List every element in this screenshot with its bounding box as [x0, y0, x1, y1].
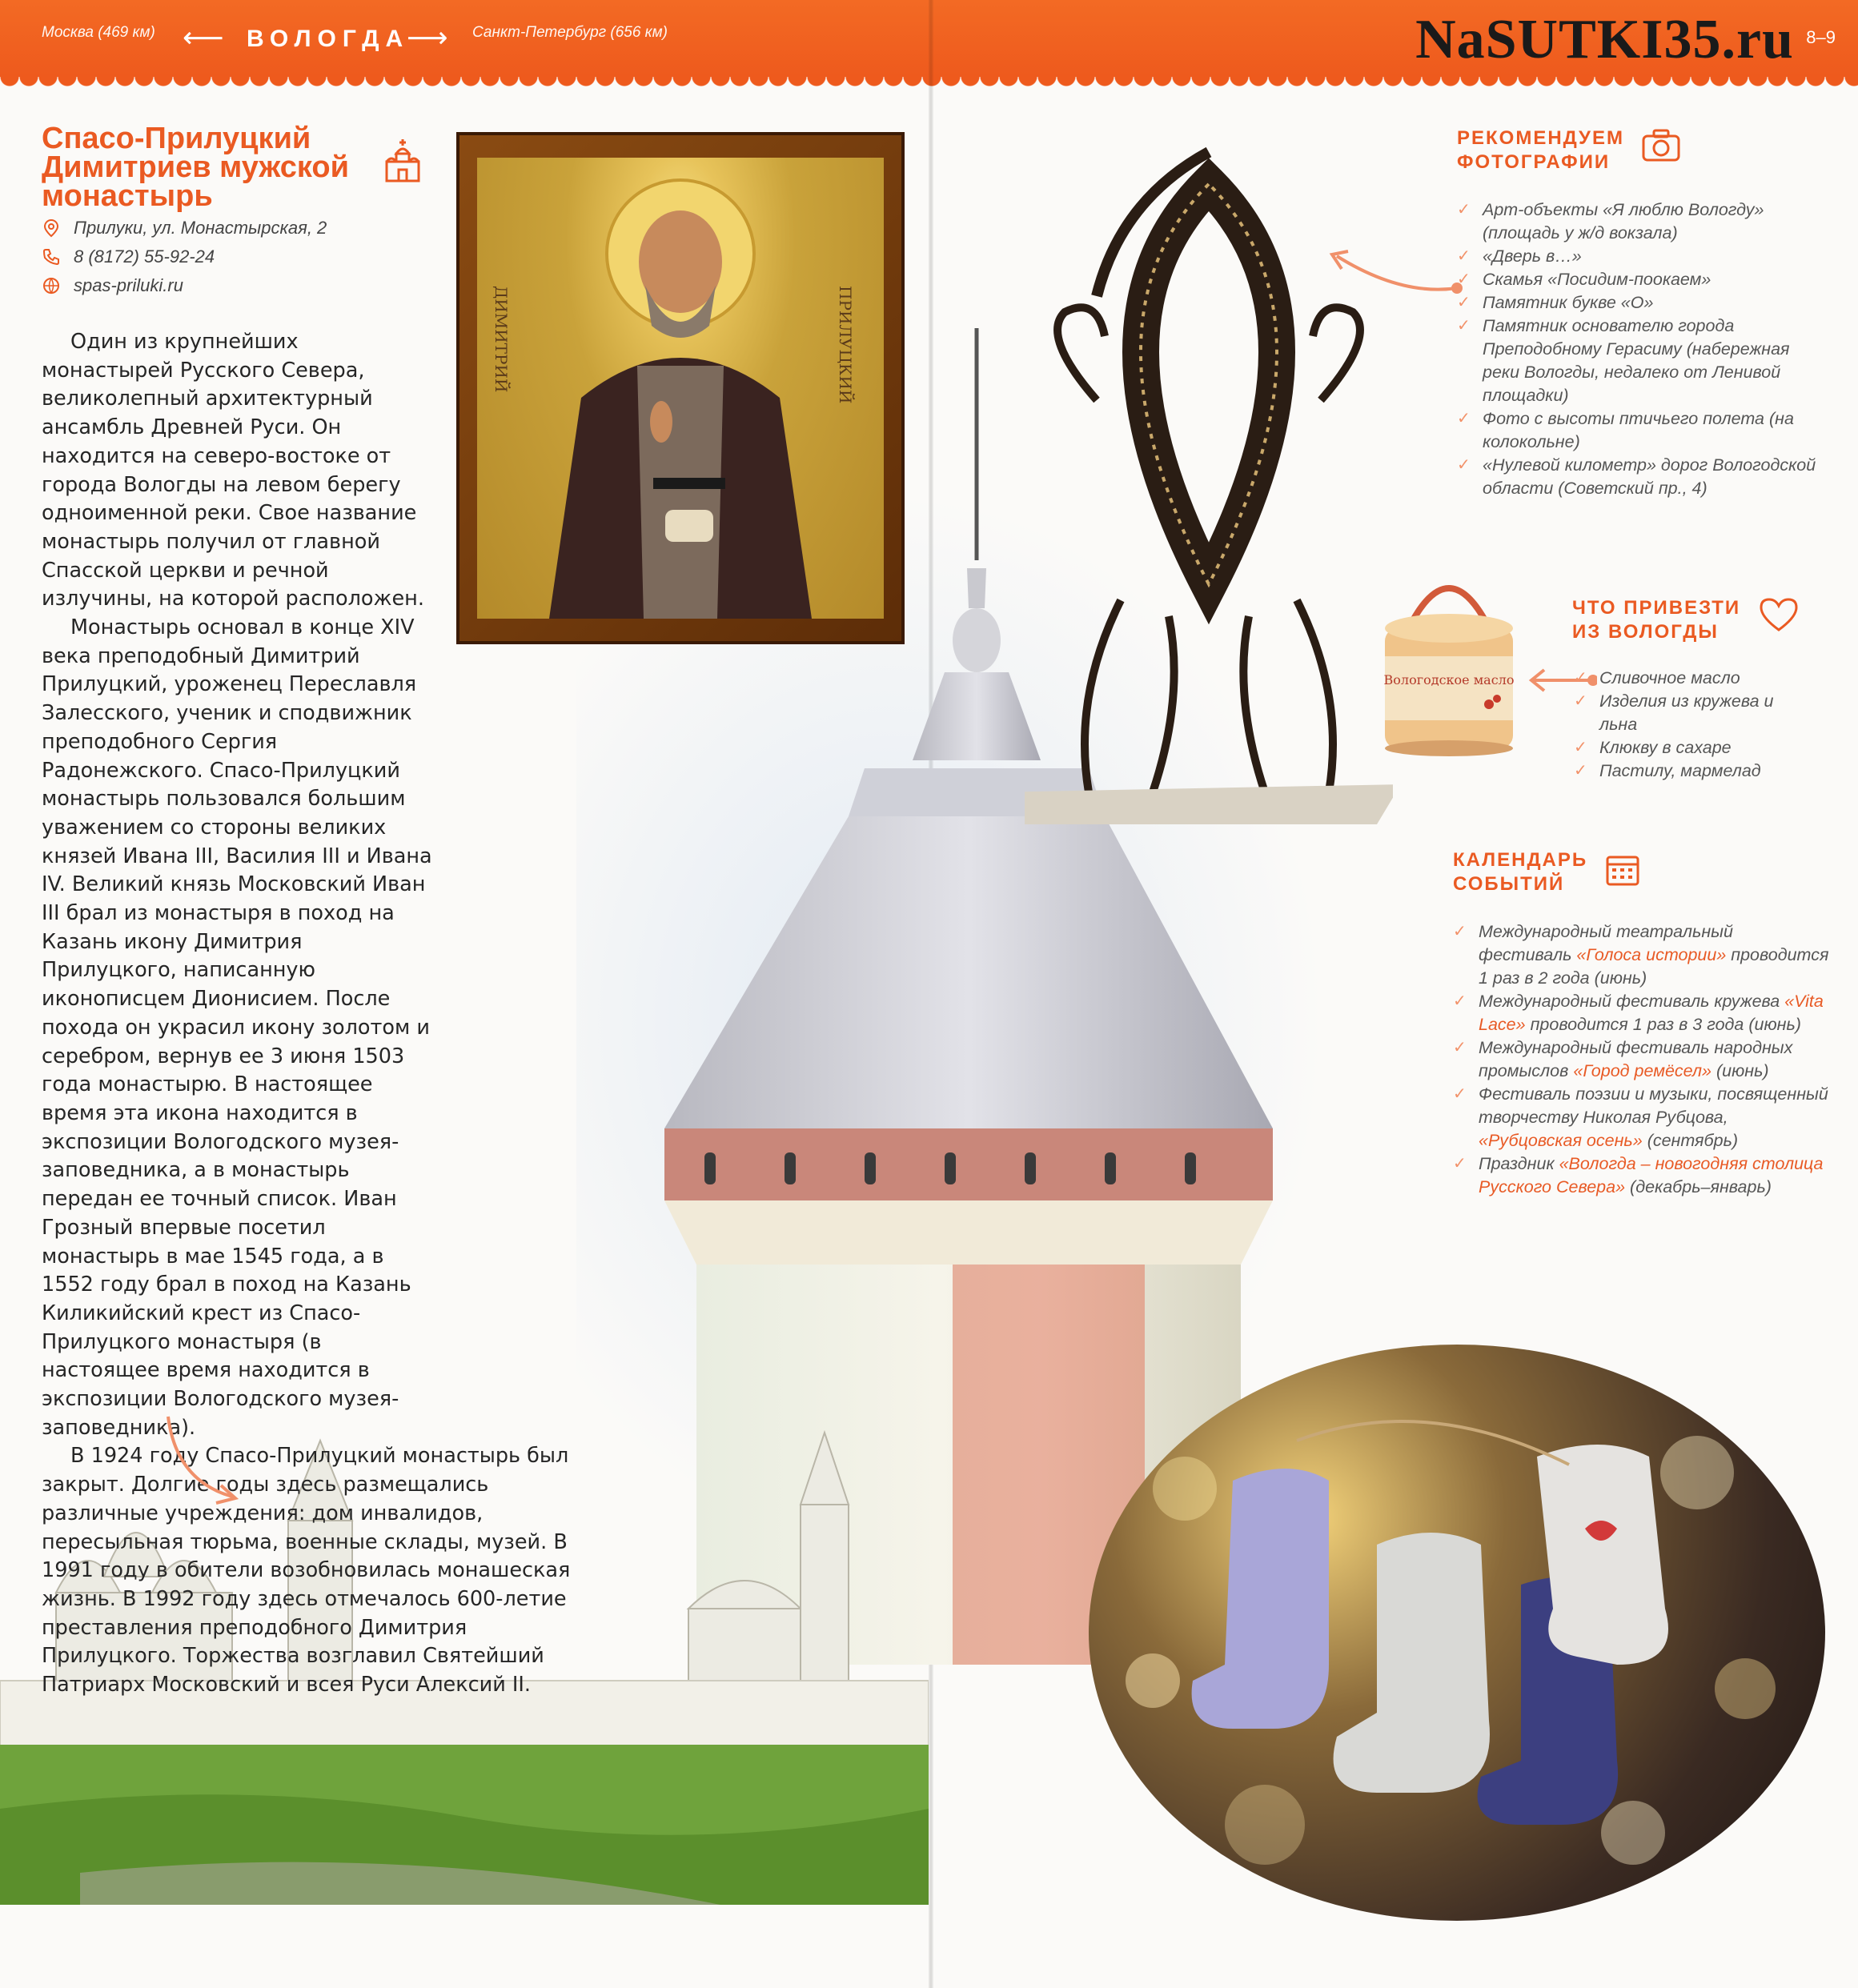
- list-item: ✓ «Нулевой километр» дорог Вологодской области (Советский пр., 4): [1457, 454, 1825, 500]
- event-item: [1453, 990, 1829, 1036]
- felt-boots-image: [1089, 1345, 1825, 1921]
- address-row: [42, 218, 327, 238]
- butter-box-label: Вологодское масло: [1383, 672, 1515, 687]
- list-item: ✓ Арт-объекты «Я люблю Вологду» (площадь у ж/д вокзала): [1457, 198, 1825, 245]
- list-item: ✓ Памятник букве «О»: [1457, 291, 1825, 315]
- event-title: «Рубцовская осень»: [1479, 1131, 1643, 1150]
- butter-box-image: [1377, 564, 1521, 756]
- website-row: [42, 275, 183, 296]
- event-text: (сентябрь): [1647, 1131, 1739, 1150]
- event-title: «Голоса истории»: [1576, 945, 1727, 964]
- events-heading-line: КАЛЕНДАРЬ: [1453, 849, 1588, 871]
- page-title: Спасо-Прилуцкий Димитриев мужской монастырь: [42, 122, 350, 213]
- church-icon: [383, 136, 423, 184]
- event-text: (декабрь–январь): [1630, 1177, 1772, 1196]
- letter-o-monument-image: [1025, 136, 1393, 824]
- curved-arrow-icon: [152, 1409, 248, 1513]
- list-item: ✓ «Дверь в…»: [1457, 245, 1825, 268]
- article-body: [42, 328, 610, 1700]
- event-text: (июнь): [1716, 1061, 1769, 1080]
- event-title: «Вологда – новогодняя столица Русского Севера»: [1479, 1154, 1824, 1196]
- address-text: Прилуки, ул. Монастырская, 2: [74, 218, 327, 238]
- event-text: Международный фестиваль кружева: [1479, 992, 1780, 1011]
- list-item: ✓ Сливочное масло: [1574, 667, 1814, 690]
- next-city-label: Санкт-Петербург (656 км): [472, 24, 668, 41]
- event-item: [1453, 1083, 1829, 1152]
- watermark-text: NaSUTKI35.ru: [1415, 9, 1794, 70]
- list-item: ✓ Изделия из кружева и льна: [1574, 690, 1814, 736]
- events-heading: [1453, 848, 1587, 896]
- felt-boots-photo: [1089, 1345, 1825, 1921]
- event-text: Международный театральный фестиваль: [1479, 922, 1733, 964]
- event-item: [1453, 1036, 1829, 1083]
- event-title: «Vita Lace»: [1479, 992, 1824, 1034]
- list-item: ✓ Клюкву в сахаре: [1574, 736, 1814, 760]
- calendar-icon: [1605, 852, 1640, 887]
- page-number: 8–9: [1806, 27, 1836, 47]
- events-heading-line: СОБЫТИЙ: [1453, 873, 1565, 895]
- souvenirs-heading-line: ЧТО ПРИВЕЗТИ: [1572, 597, 1741, 619]
- souvenirs-list: [1574, 667, 1814, 783]
- website-link[interactable]: spas-priluki.ru: [74, 275, 183, 295]
- list-item: ✓ Фото с высоты птичьего полета (на колокольне): [1457, 407, 1825, 454]
- article-paragraph: Один из крупнейших монастырей Русского Севера, великолепный архитектурный ансамбль Древней Руси. Он находится на северо-востоке от города Вологды на левом берегу одноименной реки. Свое название монастырь получил от главной Спасской церкви и речной излучины, на которой расположен.: [42, 330, 424, 611]
- curved-arrow-icon: [1321, 240, 1465, 304]
- photos-heading: [1457, 126, 1624, 174]
- icon-label-left: ДИМИТРИЙ: [492, 286, 511, 393]
- events-list: [1453, 920, 1829, 1199]
- event-text: Фестиваль поэзии и музыки, посвященный творчеству Николая Рубцова,: [1479, 1084, 1828, 1127]
- photos-heading-line: РЕКОМЕНДУЕМ: [1457, 127, 1624, 149]
- arrow-left-icon: ⟵: [183, 22, 224, 54]
- city-title: ВОЛОГДА: [247, 26, 410, 52]
- article-paragraph: В 1924 году Спасо-Прилуцкий монастырь был закрыт. Долгие годы здесь размещались различные учреждения: дом инвалидов, пересыльная тюрьма, военные склады, музей. В 1991 году в обители возобновилась монашеская жизнь. В 1992 году здесь отмечалось 600-летие преставления преподобного Димитрия Прилуцкого. Торжества возглавил Святейший Патриарх Московский и всея Руси Алексий II.: [42, 1444, 571, 1697]
- souvenirs-heading-line: ИЗ ВОЛОГДЫ: [1572, 621, 1719, 643]
- phone-icon: [42, 247, 61, 267]
- arrow-right-icon: ⟶: [407, 22, 448, 54]
- list-item: ✓ Памятник основателю города Преподобному Герасиму (набережная реки Вологды, недалеко от Ленивой площадки): [1457, 315, 1825, 407]
- heart-icon: [1758, 596, 1800, 633]
- event-text: проводится 1 раз в 3 года (июнь): [1530, 1015, 1801, 1034]
- prev-city-label: Москва (469 км): [42, 24, 155, 41]
- event-text: проводится 1 раз в 2 года (июнь): [1479, 945, 1829, 988]
- event-item: [1453, 1152, 1829, 1199]
- list-item: ✓ Скамья «Посидим-поокаем»: [1457, 268, 1825, 291]
- event-title: «Город ремёсел»: [1573, 1061, 1712, 1080]
- article-paragraph: Монастырь основал в конце XIV века преподобный Димитрий Прилуцкий, уроженец Переславля Залесского, ученик и сподвижник преподобного Сергия Радонежского. Спасо-Прилуцкий монастырь пользовался большим уважением со стороны великих князей Ивана III, Василия III и Ивана IV. Великий князь Московский Иван III брал из монастыря в поход на Казань икону Димитрия Прилуцкого, написанную иконописцем Дионисием. После похода он украсил икону золотом и серебром, вернув ее 3 июня 1503 года монастырю. В настоящее время эта икона находится в экспозиции Вологодского музея-заповедника, а в монастырь передан ее точный список. Иван Грозный впервые посетил монастырь в мае 1545 года, а в 1552 году брал в поход на Казань Киликийский крест из Спасо-Прилуцкого монастыря (в настоящее время находится в экспозиции Вологодского музея-заповедника).: [42, 615, 432, 1440]
- camera-icon: [1641, 128, 1681, 163]
- icon-label-right: ПРИЛУЦКИЙ: [836, 286, 855, 404]
- event-item: [1453, 920, 1829, 990]
- event-text: Праздник: [1479, 1154, 1555, 1173]
- phone-text: 8 (8172) 55-92-24: [74, 246, 215, 267]
- photos-list: [1457, 198, 1825, 500]
- globe-icon: [42, 276, 61, 295]
- map-pin-icon: [42, 218, 61, 238]
- list-item: ✓ Пастилу, мармелад: [1574, 760, 1814, 783]
- photos-heading-line: ФОТОГРАФИИ: [1457, 151, 1611, 173]
- souvenirs-heading: [1572, 596, 1740, 644]
- event-text: Международный фестиваль народных промыслов: [1479, 1038, 1793, 1080]
- phone-row: [42, 246, 215, 267]
